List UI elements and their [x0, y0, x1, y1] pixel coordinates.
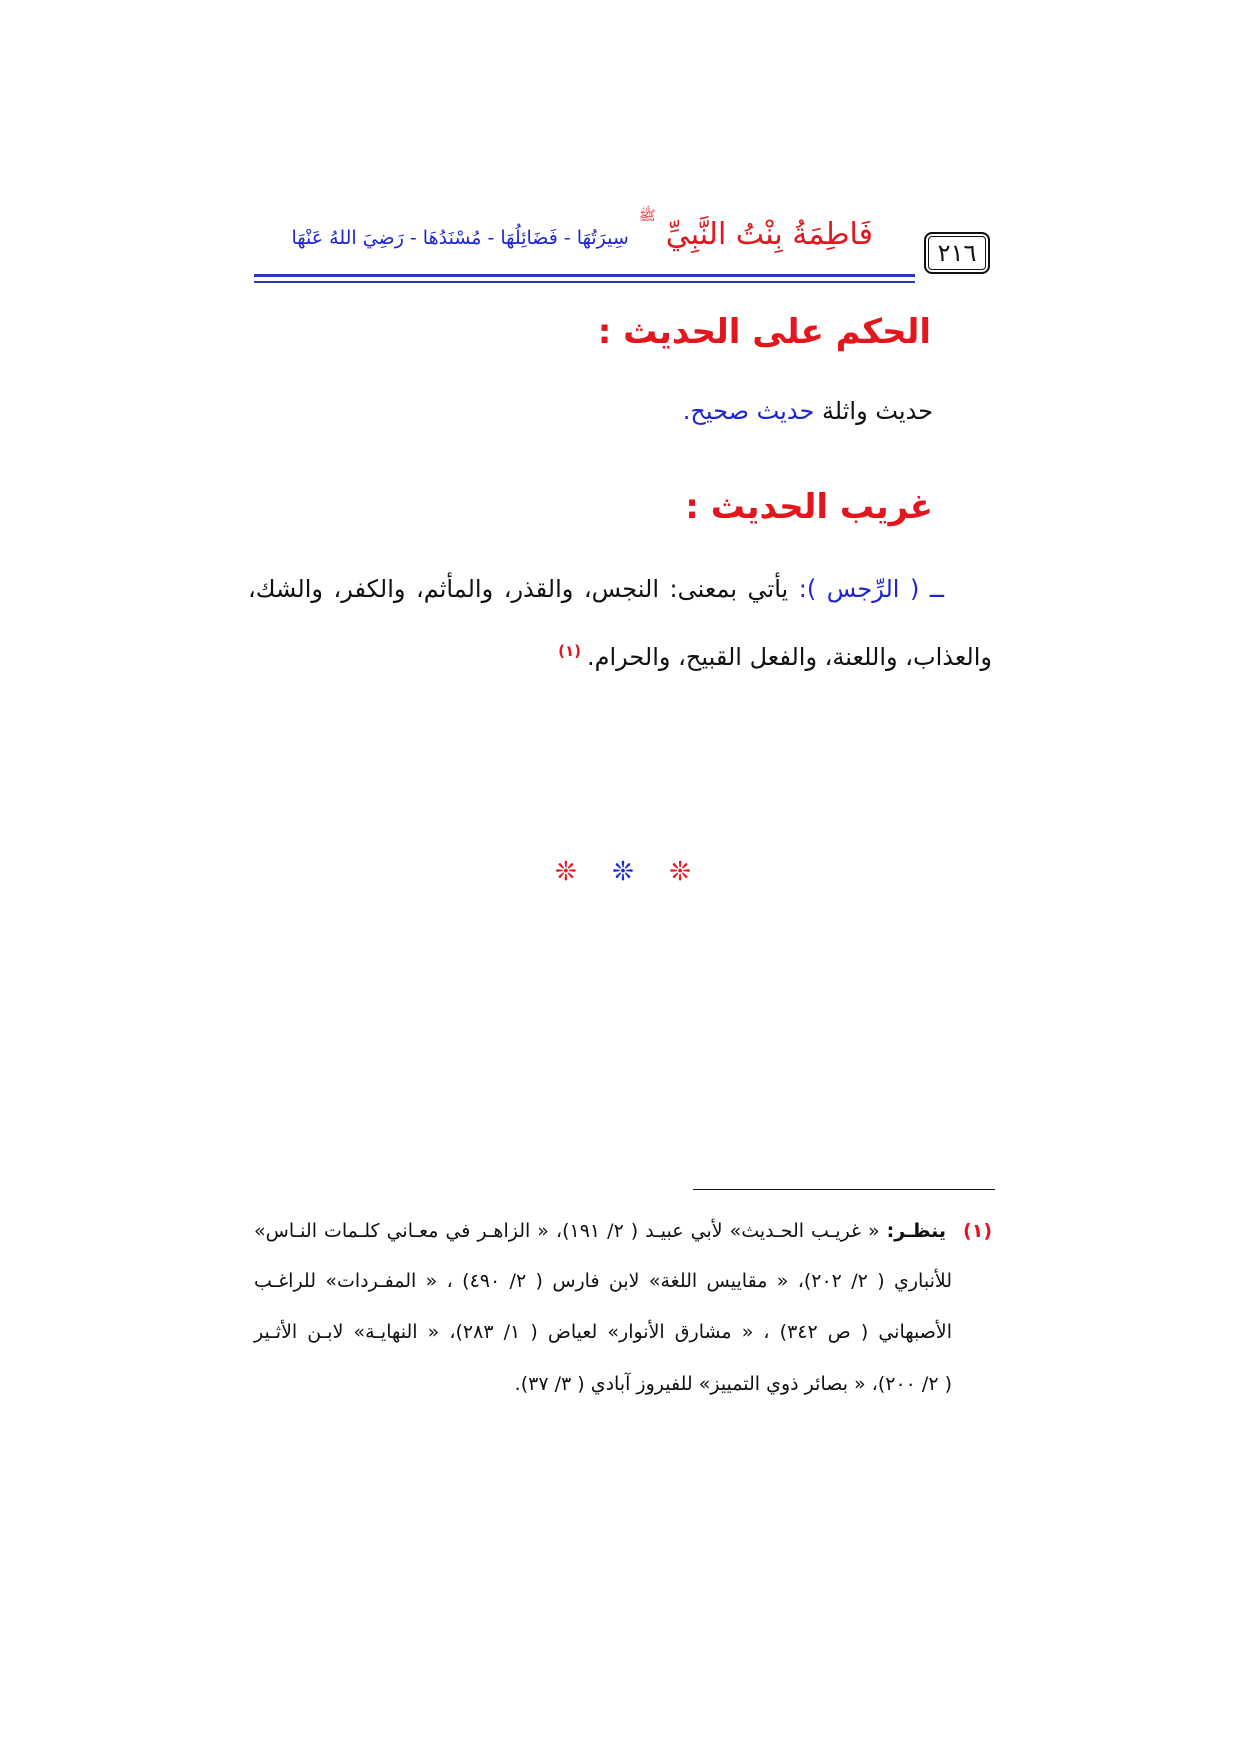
- gloss-term: ــ ( الرِّجس ):: [798, 575, 944, 603]
- separator-star-icon: ❊: [669, 857, 691, 887]
- ruling-text: حديث واثلة: [821, 397, 933, 425]
- running-title-subtitle: سِيرَتُهَا - فَضَائِلُهَا - مُسْنَدُهَا - رَضِيَ اللهُ عَنْهَا: [291, 227, 629, 249]
- footnote-lead: ينظـر:: [886, 1220, 946, 1242]
- header-rule-thick: [254, 274, 915, 277]
- header-rule-thin: [254, 281, 915, 283]
- separator-star-icon: ❊: [612, 857, 634, 887]
- gloss-line-2: [248, 629, 992, 679]
- footnote-marker: (١): [963, 1220, 992, 1242]
- running-title-main: فَاطِمَةُ بِنْتُ النَّبِيِّ: [665, 217, 873, 252]
- footnote-line-3: [254, 1312, 952, 1352]
- separator-star-icon: ❊: [555, 857, 577, 887]
- footnote-line-4: [254, 1364, 952, 1404]
- footnote-line-2: [254, 1261, 952, 1301]
- gloss-text-2: والعذاب، واللعنة، والفعل القبيح، والحرام.: [587, 643, 992, 671]
- gloss-line-1: [248, 567, 944, 611]
- section-heading-ruling: الحكم على الحديث :: [597, 312, 931, 352]
- section-heading-gloss: غريب الحديث :: [685, 487, 933, 527]
- footnote-reference: (١): [558, 642, 581, 660]
- ruling-paragraph: [683, 391, 933, 431]
- section-separator: [555, 852, 691, 892]
- honorific-mark: ﷺ: [638, 208, 656, 224]
- gloss-text-1: يأتي بمعنى: النجس، والقذر، والمأثم، والكفر، والشك،: [248, 575, 789, 603]
- footnote-divider: [693, 1189, 995, 1190]
- page-number: ٢١٦: [924, 232, 990, 274]
- footnote-text: الأصبهاني ( ص ٣٤٢) ، « مشارق الأنوار» لعياض ( ١/ ٢٨٣)، « النهايـة» لابـن الأثـير: [254, 1321, 953, 1343]
- footnote-text: ( ٢/ ٢٠٠)، « بصائر ذوي التمييز» للفيروز آبادي ( ٣/ ٣٧).: [514, 1373, 952, 1395]
- footnote-line-1: [254, 1211, 992, 1251]
- running-title: [291, 200, 873, 270]
- ruling-verdict: حديث صحيح.: [682, 397, 815, 425]
- footnote-text: للأنباري ( ٢/ ٢٠٢)، « مقاييس اللغة» لابن فارس ( ٢/ ٤٩٠) ، « المفـردات» للراغـب: [254, 1270, 952, 1292]
- footnote-text: « غريـب الحـديث» لأبي عبيـد ( ٢/ ١٩١)، « الزاهـر في معـاني كلـمات النـاس»: [254, 1220, 880, 1242]
